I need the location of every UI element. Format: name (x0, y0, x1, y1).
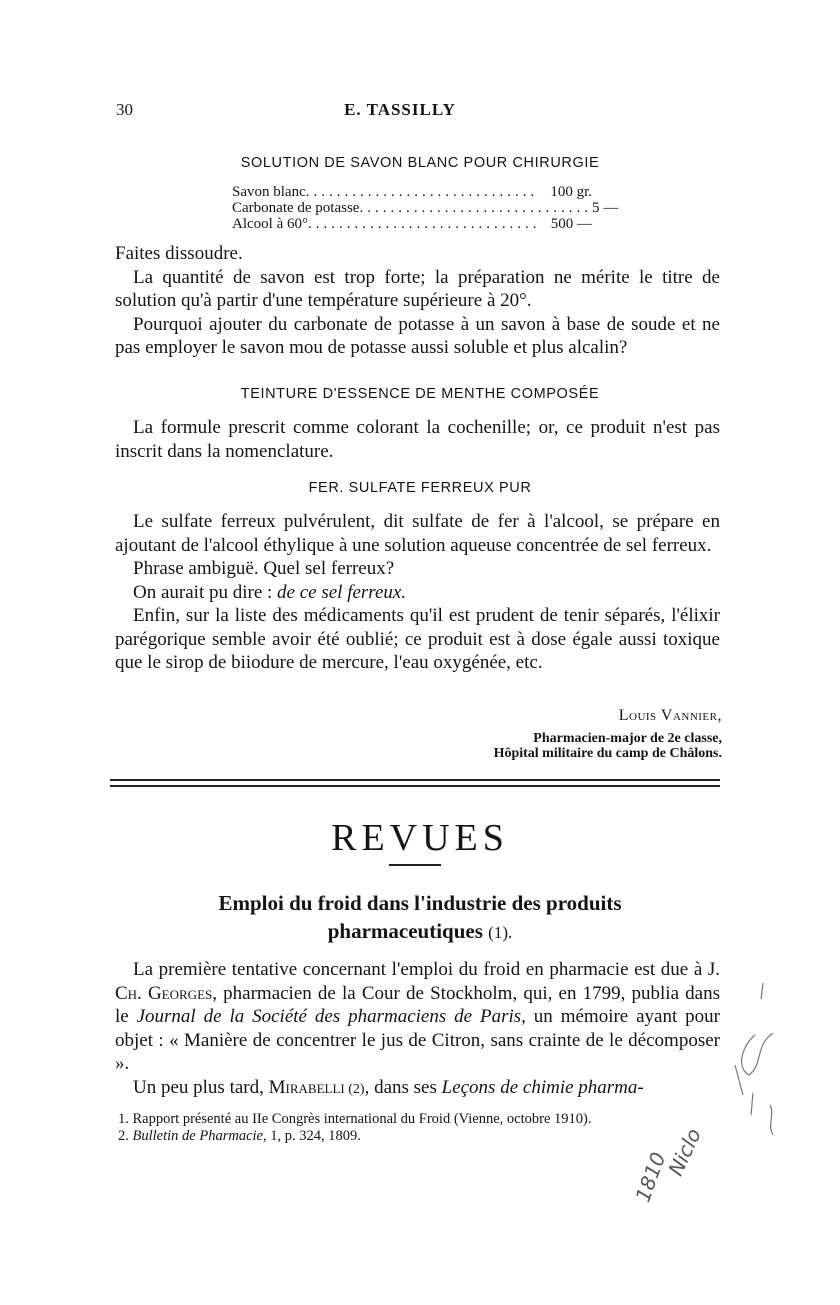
paragraph (115, 1076, 720, 1102)
paragraph: La quantité de savon est trop forte; la préparation ne mérite le titre de solution qu'à partir d'une température supérieure à 20°. (115, 266, 720, 311)
footnote-2 (118, 1128, 738, 1145)
italic-text: de ce sel ferreux. (277, 581, 407, 603)
section2-body (115, 416, 720, 463)
running-header-author: E. TASSILLY (344, 100, 456, 119)
paragraph: Phrase ambiguë. Quel sel ferreux? (133, 558, 395, 579)
section-title-sulfate: FER. SULFATE FERREUX PUR (308, 480, 532, 496)
article-body (115, 958, 720, 1101)
signature-title: Pharmacien-major de 2e classe, (533, 731, 722, 746)
recipe-ingredient: Alcool à 60° (232, 216, 308, 232)
footnote-1: 1. Rapport présenté au IIe Congrès international du Froid (Vienne, octobre 1910). (118, 1111, 592, 1127)
recipe-ingredient: Carbonate de potasse (232, 200, 360, 216)
footnote-ref: (2) (344, 1081, 365, 1097)
signature-name: Louis Vannier, (618, 707, 722, 724)
section-title-savon: SOLUTION DE SAVON BLANC POUR CHIRURGIE (240, 155, 600, 171)
book-title: Leçons de chimie pharma- (441, 1076, 644, 1098)
footnote-ref: (1). (488, 923, 513, 942)
journal-title: Journal de la Société des pharmaciens de Paris (136, 1006, 522, 1027)
text-span: On aurait pu dire : (133, 581, 278, 603)
recipe-quantity: 500 — (550, 216, 592, 232)
section-title-menthe: TEINTURE D'ESSENCE DE MENTHE COMPOSÉE (240, 386, 600, 402)
text-span: Un peu plus tard, (133, 1076, 269, 1098)
text-span: La première tentative concernant l'emploi du froid en pharmacie est due à J. (133, 959, 720, 980)
text-span: , un mémoire ayant pour objet : « Manière de concentrer le jus de Citron, sans crainte de le décomposer ». (115, 1006, 720, 1074)
author-name: Mirabelli (268, 1076, 345, 1098)
article-title (0, 889, 840, 947)
revues-heading: REVUES (331, 817, 509, 859)
footnotes (118, 1111, 738, 1145)
paragraph: Le sulfate ferreux pulvérulent, dit sulfate de fer à l'alcool, se prépare en ajoutant de l'alcool éthylique à une solution aqueuse concentrée de sel ferreux. (115, 511, 720, 556)
page-number: 30 (116, 100, 133, 119)
recipe-row: Carbonate de potasse .............................. 5 — (232, 200, 619, 216)
signature-affiliation: Hôpital militaire du camp de Châlons. (493, 746, 722, 761)
divider-rule (110, 785, 720, 787)
divider-rule (110, 779, 720, 781)
section3-body (115, 510, 720, 675)
paragraph: La formule prescrit comme colorant la cochenille; or, ce produit n'est pas inscrit dans la nomenclature. (115, 417, 720, 462)
recipe-quantity: 5 — (591, 200, 619, 216)
section1-body (115, 242, 720, 360)
paragraph (115, 581, 720, 605)
recipe-row: Alcool à 60° .............................. 500 — (232, 216, 592, 232)
paragraph: Faites dissoudre. (115, 243, 243, 264)
paragraph: Pourquoi ajouter du carbonate de potasse à un savon à base de soude et ne pas employer le savon mou de potasse aussi soluble et plus alcalin? (115, 313, 720, 358)
pencil-scribble (715, 975, 785, 1155)
text-span: , pharmacien de la Cour de Stockholm, qui, en 1799, publia dans le (115, 982, 721, 1027)
pencil-note: Niclo (663, 1124, 706, 1180)
article-title-line2 (0, 917, 840, 947)
pencil-note: 1810 (630, 1148, 671, 1206)
journal-title: Bulletin de Pharmacie (132, 1128, 263, 1144)
article-title-text: pharmaceutiques (327, 919, 483, 943)
recipe-row: Savon blanc .............................. 100 gr. (232, 184, 592, 200)
paragraph (115, 958, 720, 1076)
text-span: , dans ses (364, 1076, 442, 1098)
recipe-table (232, 184, 619, 232)
recipe-ingredient: Savon blanc (232, 184, 306, 200)
paragraph: Enfin, sur la liste des médicaments qu'il est prudent de tenir séparés, l'élixir parégorique semble avoir été oublié; ce produit est à dose égale aussi toxique que le sirop de biiodure de mercure, l'eau oxygénée, etc. (115, 605, 720, 673)
text-span: , 1, p. 324, 1809. (262, 1128, 361, 1144)
text-span: 2. (118, 1128, 133, 1144)
heading-underline (389, 864, 441, 866)
article-title-line1: Emploi du froid dans l'industrie des produits (218, 891, 622, 915)
author-name: Ch. Georges (115, 982, 213, 1004)
recipe-quantity: 100 gr. (550, 184, 592, 200)
